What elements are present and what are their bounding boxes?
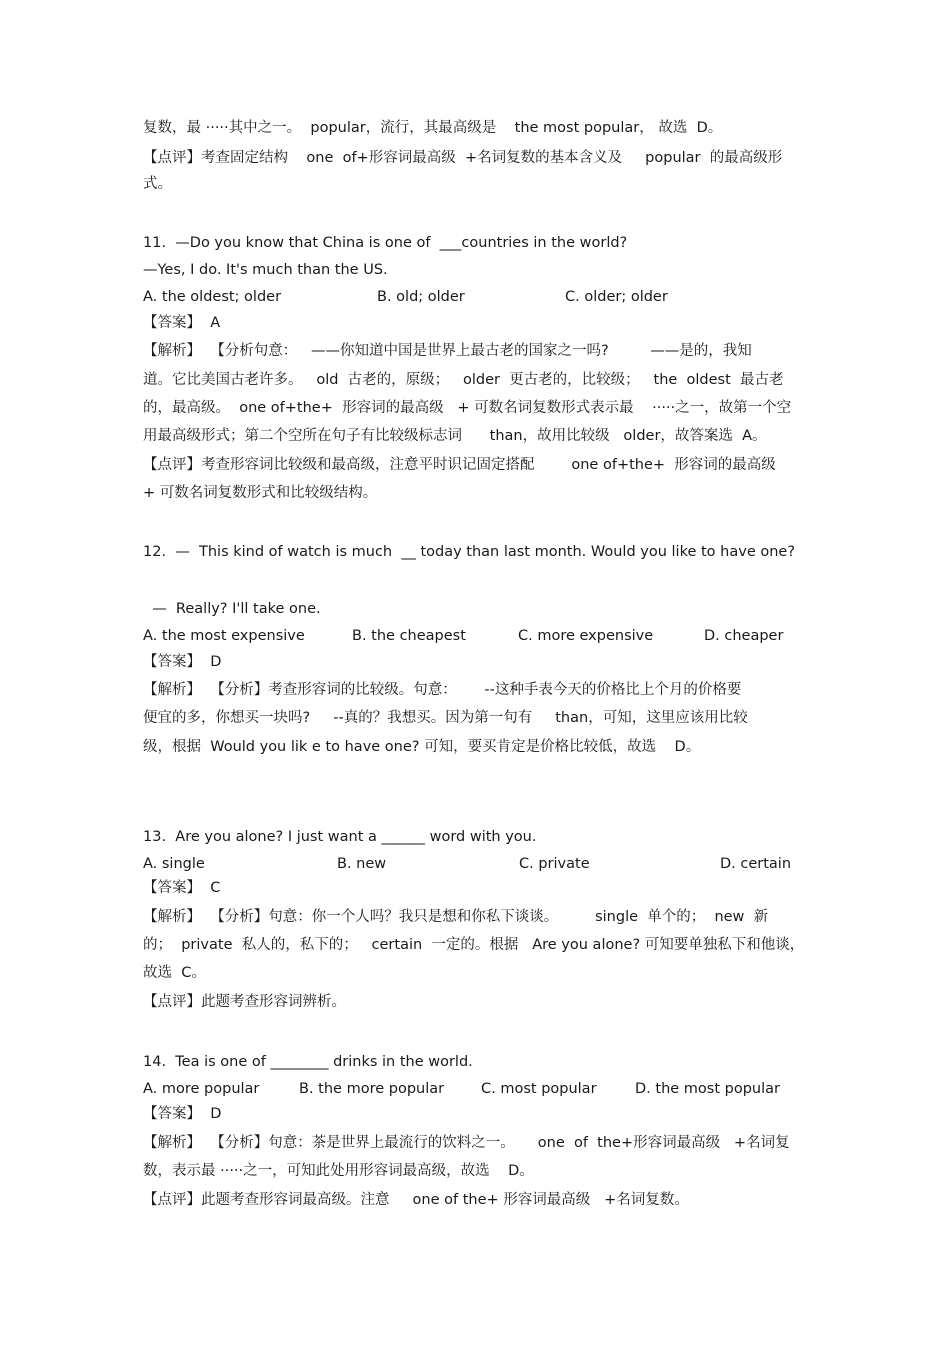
q14-option-c: C. most popular bbox=[481, 1081, 597, 1097]
q13-analysis-1: 【解析】 【分析】句意：你一个人吗？我只是想和你私下谈谈。 single 单个的； new 新 bbox=[143, 909, 769, 925]
q13-options bbox=[143, 852, 823, 876]
q13-option-a: A. single bbox=[143, 856, 205, 872]
q12-analysis-3: 级，根据 Would you lik e to have one? 可知，要买肯定是价格比较低，故选 D。 bbox=[143, 739, 701, 755]
q12-analysis-2: 便宜的多，你想买一块吗? --真的？我想买。因为第一句有 than，可知，这里应该用比较 bbox=[143, 710, 748, 726]
q12-options bbox=[143, 624, 823, 648]
q14-option-b: B. the more popular bbox=[299, 1081, 445, 1097]
prev-comment-line-2: 式。 bbox=[143, 176, 172, 192]
prev-solution-line: 复数，最 ·····其中之一。 popular，流行，其最高级是 the most popular， 故选 D。 bbox=[143, 120, 723, 136]
q13-answer: 【答案】 C bbox=[143, 880, 221, 896]
q11-option-a: A. the oldest; older bbox=[143, 289, 282, 305]
q13-option-c: C. private bbox=[519, 856, 590, 872]
q14-option-a: A. more popular bbox=[143, 1081, 260, 1097]
q13-stem: 13. Are you alone? I just want a ______ word with you. bbox=[143, 829, 537, 845]
q13-analysis-3: 故选 C。 bbox=[143, 965, 206, 981]
q14-answer: 【答案】 D bbox=[143, 1106, 222, 1122]
q12-stem-reply: — Really? I'll take one. bbox=[143, 601, 321, 617]
q14-stem: 14. Tea is one of ________ drinks in the world. bbox=[143, 1054, 473, 1070]
q14-analysis-2: 数，表示最 ·····之一，可知此处用形容词最高级，故选 D。 bbox=[143, 1163, 534, 1179]
q11-analysis-3: 的，最高级。 one of+the+ 形容词的最高级 + 可数名词复数形式表示最 ·····之一，故第一个空 bbox=[143, 400, 792, 416]
q14-analysis-1: 【解析】 【分析】句意：茶是世界上最流行的饮料之一。 one of the+形容词最高级 +名词复 bbox=[143, 1135, 790, 1151]
q12-option-a: A. the most expensive bbox=[143, 628, 305, 644]
q12-option-d: D. cheaper bbox=[704, 628, 784, 644]
q11-answer: 【答案】 A bbox=[143, 315, 221, 331]
q11-analysis-1: 【解析】 【分析句意： ——你知道中国是世界上最古老的国家之一吗? ——是的，我知 bbox=[143, 343, 752, 359]
q14-option-d: D. the most popular bbox=[635, 1081, 780, 1097]
q14-options bbox=[143, 1077, 823, 1101]
q13-option-d: D. certain bbox=[720, 856, 792, 872]
q12-analysis-1: 【解析】 【分析】考查形容词的比较级。句意： --这种手表今天的价格比上个月的价格要 bbox=[143, 682, 742, 698]
q13-comment-1: 【点评】此题考查形容词辨析。 bbox=[143, 994, 346, 1010]
q12-option-c: C. more expensive bbox=[518, 628, 654, 644]
q11-analysis-2: 道。它比美国古老许多。 old 古老的，原级； older 更古老的，比较级； the oldest 最古老 bbox=[143, 372, 784, 388]
q11-comment-2: + 可数名词复数形式和比较级结构。 bbox=[143, 485, 378, 501]
q13-option-b: B. new bbox=[337, 856, 387, 872]
q11-option-c: C. older; older bbox=[565, 289, 668, 305]
q11-comment-1: 【点评】考查形容词比较级和最高级，注意平时识记固定搭配 one of+the+ 形容词的最高级 bbox=[143, 457, 776, 473]
q12-option-b: B. the cheapest bbox=[352, 628, 466, 644]
q12-stem: 12. — This kind of watch is much __ today than last month. Would you like to have one? bbox=[143, 544, 796, 560]
q13-analysis-2: 的； private 私人的，私下的； certain 一定的。根据 Are you alone? 可知要单独私下和他谈， bbox=[143, 937, 805, 953]
q11-stem-reply: —Yes, I do. It's much than the US. bbox=[143, 262, 388, 278]
q11-stem: 11. —Do you know that China is one of ___countries in the world? bbox=[143, 235, 628, 251]
q12-answer: 【答案】 D bbox=[143, 654, 222, 670]
prev-comment-line: 【点评】考查固定结构 one of+形容词最高级 +名词复数的基本含义及 popular 的最高级形 bbox=[143, 150, 783, 166]
q11-analysis-4: 用最高级形式；第二个空所在句子有比较级标志词 than，故用比较级 older，故答案选 A。 bbox=[143, 428, 767, 444]
q11-option-b: B. old; older bbox=[377, 289, 465, 305]
q14-comment-1: 【点评】此题考查形容词最高级。注意 one of the+ 形容词最高级 +名词复数。 bbox=[143, 1192, 689, 1208]
q11-options bbox=[143, 285, 823, 309]
